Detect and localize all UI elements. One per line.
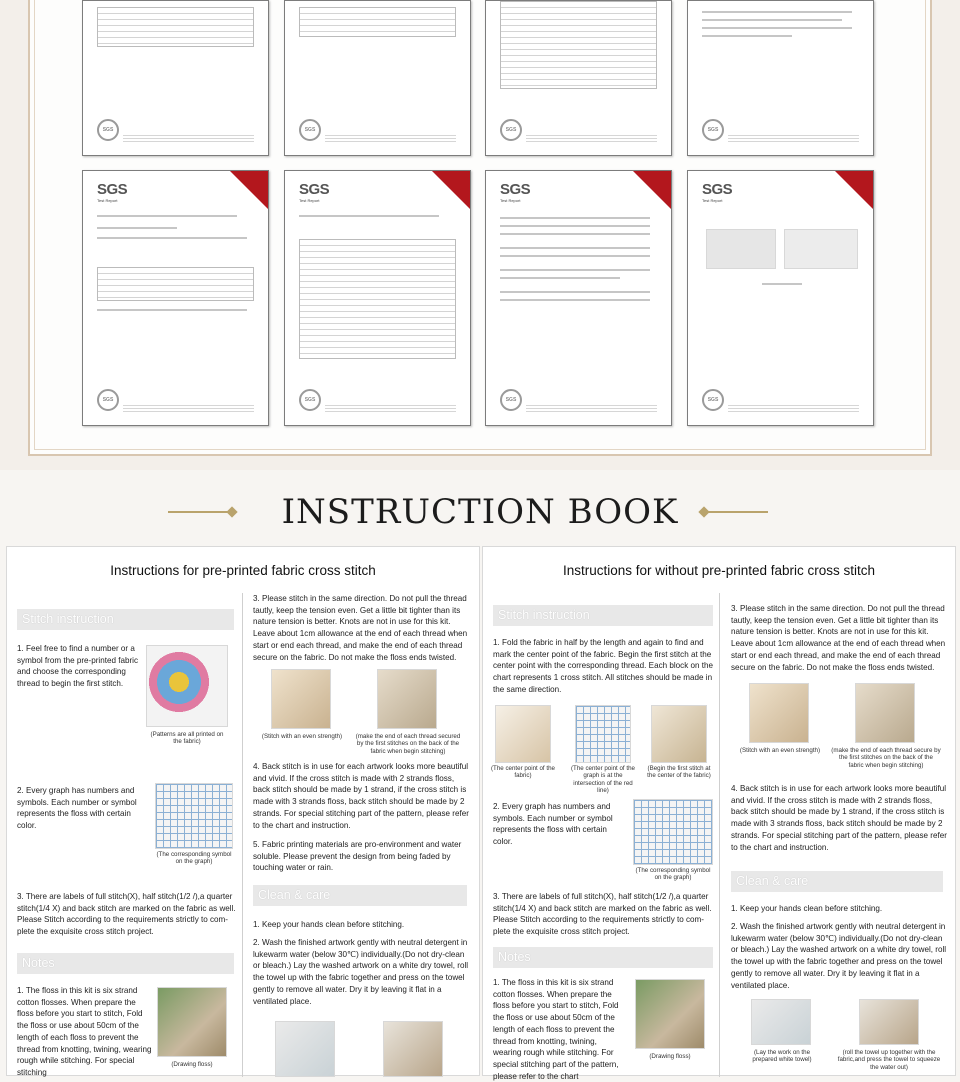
report-footer	[325, 133, 456, 143]
secured-end-photo	[855, 683, 915, 743]
sgs-seal: SGS	[97, 389, 119, 411]
report-label: Test Report	[299, 198, 320, 203]
report-text-line	[702, 35, 792, 37]
report-text-line	[500, 269, 650, 271]
clean-1-text: 1. Keep your hands clean before stitching.	[253, 920, 405, 929]
report-page-8	[687, 170, 874, 426]
caption-begin: (Begin the first stitch at the center of the fabric)	[647, 765, 711, 780]
report-text-line	[97, 309, 247, 311]
step-4-text: 4. Back stitch is in use for each artwork looks more beautiful and vivid. If the cross stitch is made with 2 strands floss, back stitch should be made by 1 strand, if the cross stitch is made with 3 strands floss, back stitch should be made by 2 strands. For special stitching part of the pattern, please refer to the chart and instruction.	[731, 784, 947, 852]
report-text-line	[702, 11, 852, 13]
ornament-left	[168, 511, 232, 513]
caption-symbol: (The corresponding symbol on the graph)	[635, 867, 711, 882]
report-text-line	[762, 283, 802, 285]
step-3-direction-text: 3. Please stitch in the same direction. Do not pull the thread tautly, keep the tension even. Get a little bit tighter than its nature tension is better. Knots are not in use for this kit. Leave about 1cm allowance at the end of each thread when start or end each thread, and make the end of each thread secure on the fabric. Do not make the floss ends twisted.	[253, 594, 468, 662]
report-label: Test Report	[500, 198, 521, 203]
sgs-seal: SGS	[702, 119, 724, 141]
panel-heading: Instructions for pre-printed fabric cross stitch	[110, 563, 376, 578]
begin-stitch-photo	[651, 705, 707, 763]
report-text-line	[500, 217, 650, 219]
step-3-text: 3. There are labels of full stitch(X), half stitch(1/2 /),a quarter stitch(1/4 X) and back stitch are marked on the fabric as well. Please Stitch according to the requirements strictly to com-plete the exquisite cross stitch project.	[17, 892, 236, 937]
report-table	[97, 7, 254, 47]
report-table	[97, 267, 254, 301]
step-3-text: 3. There are labels of full stitch(X), half stitch(1/2 /),a quarter stitch(1/4 X) and back stitch are marked on the fabric as well. Please Stitch according to the requirements strictly to com-plete the exquisite cross stitch project.	[493, 892, 712, 937]
center-graph-image	[575, 705, 631, 763]
report-text-line	[500, 277, 620, 279]
sgs-seal: SGS	[299, 389, 321, 411]
symbol-graph-image	[633, 799, 713, 865]
report-text-line	[500, 247, 650, 249]
report-footer	[325, 403, 456, 413]
notes-header: Notes	[17, 953, 234, 974]
report-label: Test Report	[97, 198, 118, 203]
caption-secured: (make the end of each thread secured by the first stitches on the back of the fabric when begin stitching)	[355, 733, 461, 755]
clean-2-text: 2. Wash the finished artwork gently with neutral detergent in lukewarm water (below 30℃) individually.(Do not dry-clean or bleach.) Lay the washed artwork on a white dry towel, roll the towel up with the fabric together and press on the towel gently to remove all water. Dry it by leaving it flat in a ventilated place.	[731, 922, 947, 990]
report-text-line	[97, 237, 247, 239]
drawing-floss-photo	[635, 979, 705, 1049]
caption-roll: (roll the towel up together with the fabric,and press the towel to squeeze the water out)	[837, 1049, 941, 1071]
ornament-right	[704, 511, 768, 513]
report-footer	[728, 403, 859, 413]
even-strength-photo	[271, 669, 331, 729]
clean-care-header: Clean & care	[253, 885, 467, 906]
red-corner	[432, 171, 470, 209]
report-footer	[728, 133, 859, 143]
panel-without-preprinted	[482, 546, 956, 1081]
report-page-5	[82, 170, 269, 426]
sgs-logo: SGS	[500, 181, 531, 198]
stitch-instruction-header: Stitch instruction	[17, 609, 234, 630]
even-strength-photo	[749, 683, 809, 743]
red-corner	[230, 171, 268, 209]
caption-center-graph: (The center point of the graph is at the intersection of the red line)	[571, 765, 635, 795]
step-2-text: 2. Every graph has numbers and symbols. Each number or symbol represents the floss with certain color.	[493, 802, 613, 847]
caption-lay: (Lay the work on the prepared white towel)	[752, 1049, 812, 1064]
clean-2-text: 2. Wash the finished artwork gently with neutral detergent in lukewarm water (below 30℃) individually.(Do not dry-clean or bleach.) Lay the washed artwork on a white dry towel, roll the towel up with the fabric together and press on the towel gently to remove all water. Dry it by leaving it flat in a ventilated place.	[253, 938, 469, 1006]
sgs-seal: SGS	[299, 119, 321, 141]
note-1-text: 1. The floss in this kit is six strand cotton flosses. When prepare the floss before you start to stitch, Fold the floss or use about 50cm of the length of each floss to prevent the thread from knotting, twining, wearing rough while stitching. For special stitching	[17, 986, 152, 1077]
caption-patterns: (Patterns are all printed on the fabric)	[150, 731, 224, 746]
report-page-7	[485, 170, 672, 426]
column-divider	[242, 593, 243, 1077]
report-text-line	[500, 291, 650, 293]
stitch-instruction-header: Stitch instruction	[493, 605, 713, 626]
step-1-text: 1. Fold the fabric in half by the length and again to find and mark the center point of the fabric. Begin the first stitch at the center point with the corresponding thread. Each block on the chart represents 1 cross stitch. All stitches should be made in the same direction.	[493, 638, 714, 694]
report-label: Test Report	[702, 198, 723, 203]
report-text-line	[500, 255, 650, 257]
roll-towel-photo	[383, 1021, 443, 1077]
clean-1-text: 1. Keep your hands clean before stitching.	[731, 904, 883, 913]
roll-towel-photo	[859, 999, 919, 1045]
report-page-3	[485, 0, 672, 156]
panel-heading: Instructions for without pre-printed fabric cross stitch	[562, 563, 876, 578]
drawing-floss-photo	[157, 987, 227, 1057]
sgs-seal: SGS	[97, 119, 119, 141]
report-footer	[123, 133, 254, 143]
report-table	[299, 7, 456, 37]
section-title: INSTRUCTION BOOK	[281, 492, 679, 532]
sgs-logo: SGS	[97, 181, 128, 198]
sgs-logo: SGS	[702, 181, 733, 198]
note-1-text: 1. The floss in this kit is six strand cotton flosses. When prepare the floss before you start to stitch, Fold the floss or use about 50cm of the length of each floss to prevent the thread from knotting, twining, wearing rough while stitching. For special stitching part of the pattern, please refer to the chart	[493, 978, 619, 1081]
report-page-1	[82, 0, 269, 156]
sgs-seal: SGS	[702, 389, 724, 411]
column-divider	[719, 593, 720, 1077]
sgs-logo: SGS	[299, 181, 330, 198]
caption-symbol: (The corresponding symbol on the graph)	[156, 851, 232, 866]
report-text-line	[702, 27, 852, 29]
report-text-line	[702, 19, 842, 21]
secured-end-photo	[377, 669, 437, 729]
caption-secured: (make the end of each thread secure by the first stitches on the back of the fabric when begin stitching)	[831, 747, 941, 769]
sample-photo	[784, 229, 858, 269]
report-text-line	[97, 215, 237, 217]
notes-header: Notes	[493, 947, 713, 968]
symbol-graph-image	[155, 783, 233, 849]
red-corner	[633, 171, 671, 209]
caption-center-fabric: (The center point of the fabric)	[491, 765, 555, 780]
center-fabric-photo	[495, 705, 551, 763]
report-text-line	[500, 299, 650, 301]
step-3-direction-text: 3. Please stitch in the same direction. Do not pull the thread tautly, keep the tension even. Get a little bit tighter than its nature tension is better. Knots are not in use for this kit. Leave about 1cm allowance at the end of each thread when start or end each thread, and make the end of each thread secure on the fabric. Do not make the floss ends twisted.	[731, 604, 946, 672]
step-1-text: 1. Feel free to find a number or a symbol from the pre-printed fabric and choose the corresponding thread to begin the first stitch.	[17, 644, 139, 689]
step-4-text: 4. Back stitch is in use for each artwork looks more beautiful and vivid. If the cross stitch is made with 2 strands floss, back stitch should be made by 1 strand, if the cross stitch is made with 3 strands floss, back stitch should be made by 2 strands. For special stitching part of the pattern, please refer to the chart and instruction.	[253, 762, 469, 830]
report-table	[299, 239, 456, 359]
caption-even: (Stitch with an even strength)	[739, 747, 821, 754]
report-text-line	[97, 227, 177, 229]
sgs-seal: SGS	[500, 119, 522, 141]
report-footer	[526, 403, 657, 413]
red-corner	[835, 171, 873, 209]
towel-photo	[751, 999, 811, 1045]
report-footer	[123, 403, 254, 413]
report-page-2	[284, 0, 471, 156]
panel-preprinted	[6, 546, 480, 1076]
certificate-section	[0, 0, 960, 470]
towel-photo	[275, 1021, 335, 1077]
clean-care-header: Clean & care	[731, 871, 943, 892]
report-text-line	[500, 225, 650, 227]
report-text-line	[299, 215, 439, 217]
sgs-seal: SGS	[500, 389, 522, 411]
step-5-text: 5. Fabric printing materials are pro-environment and water soluble. Please prevent the design from being faded by touching water or rain.	[253, 840, 462, 873]
section-title-row	[0, 490, 960, 534]
report-page-4	[687, 0, 874, 156]
preprinted-pattern-photo	[146, 645, 228, 727]
report-page-6	[284, 170, 471, 426]
caption-drawing: (Drawing floss)	[649, 1053, 691, 1060]
report-footer	[526, 133, 657, 143]
report-table	[500, 1, 657, 89]
caption-even: (Stitch with an even strength)	[261, 733, 343, 740]
report-text-line	[500, 233, 650, 235]
sample-photo	[706, 229, 776, 269]
caption-drawing: (Drawing floss)	[171, 1061, 213, 1068]
step-2-text: 2. Every graph has numbers and symbols. Each number or symbol represents the floss with certain color.	[17, 786, 137, 831]
